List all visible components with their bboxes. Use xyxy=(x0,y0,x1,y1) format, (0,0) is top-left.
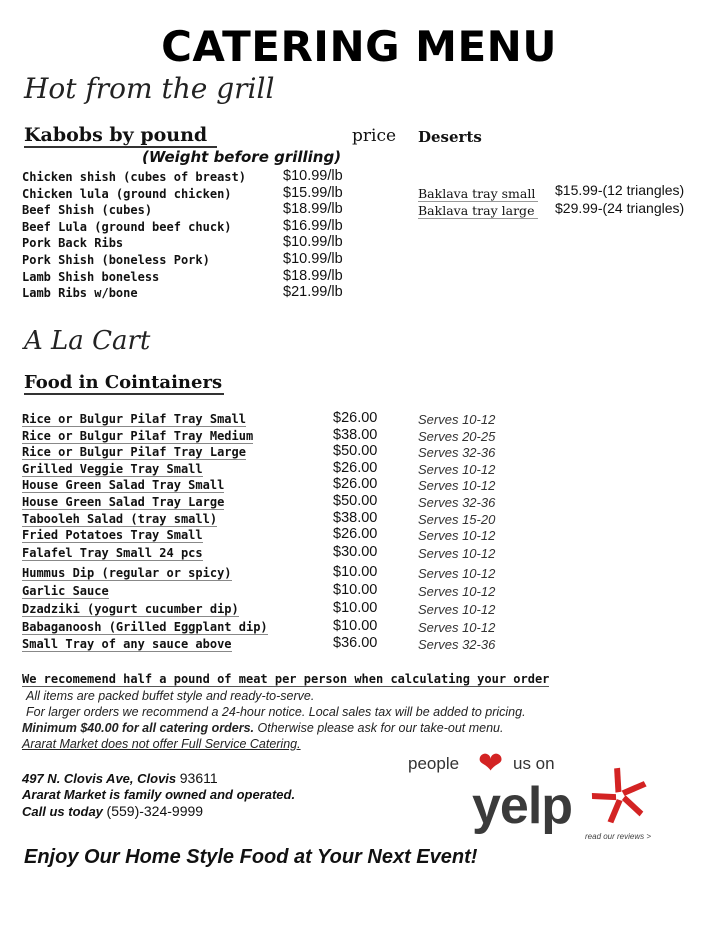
container-item-price: $36.00 xyxy=(333,635,378,651)
container-item-price: $10.00 xyxy=(333,600,378,616)
kabob-item-name: Chicken lula (ground chicken) xyxy=(22,186,232,201)
container-item-price: $26.00 xyxy=(333,410,378,426)
yelp-reviews-text: read our reviews > xyxy=(585,832,652,841)
kabob-row xyxy=(0,236,718,253)
container-item-name: Small Tray of any sauce above xyxy=(22,637,232,651)
section-script-a-la-cart: A La Cart xyxy=(24,326,151,356)
call-line xyxy=(22,803,203,819)
container-item-serves: Serves 10-12 xyxy=(418,478,496,493)
kabob-item-price: $18.99/lb xyxy=(283,267,343,284)
kabob-item-name: Pork Back Ribs xyxy=(22,236,124,251)
container-row xyxy=(0,637,718,654)
container-item-name: Hummus Dip (regular or spicy) xyxy=(22,566,232,580)
yelp-logo-wordmark: yelp xyxy=(472,777,573,835)
container-item-serves: Serves 10-12 xyxy=(418,462,496,477)
call-label: Call us today xyxy=(22,804,103,819)
packed-note: All items are packed buffet style and ready-to-serve. xyxy=(26,689,315,703)
container-item-serves: Serves 10-12 xyxy=(418,546,496,561)
larger-orders-note: For larger orders we recommend a 24-hour notice. Local sales tax will be added to pricing. xyxy=(26,705,526,719)
kabob-item-name: Chicken shish (cubes of breast) xyxy=(22,170,246,184)
address-zip: 93611 xyxy=(179,770,218,786)
desert-item-price: $15.99-(12 triangles) xyxy=(555,182,685,198)
kabob-item-name: Beef Shish (cubes) xyxy=(22,203,153,218)
container-item-price: $26.00 xyxy=(333,526,378,542)
container-item-price: $10.00 xyxy=(333,564,378,580)
container-item-name: House Green Salad Tray Small xyxy=(22,478,225,492)
container-item-price: $10.00 xyxy=(333,618,378,634)
recommendation-note: We recomemend half a pound of meat per person when calculating your order xyxy=(22,672,550,686)
container-item-name: Rice or Bulgur Pilaf Tray Medium xyxy=(22,429,254,443)
container-item-serves: Serves 10-12 xyxy=(418,528,496,543)
kabob-row xyxy=(0,286,718,303)
kabob-row xyxy=(0,267,718,287)
containers-heading: Food in Cointainers xyxy=(24,372,223,393)
container-item-price: $38.00 xyxy=(333,510,378,526)
kabob-item-name: Lamb Ribs w/bone xyxy=(22,286,138,301)
container-item-serves: Serves 32-36 xyxy=(418,637,496,652)
container-item-serves: Serves 15-20 xyxy=(418,512,496,527)
family-owned-line: Ararat Market is family owned and operated. xyxy=(22,787,296,802)
container-item-serves: Serves 20-25 xyxy=(418,429,496,444)
kabob-item-name: Lamb Shish boneless xyxy=(22,269,160,284)
minimum-order-note xyxy=(22,721,503,735)
desert-item-name: Baklava tray small xyxy=(418,186,538,202)
container-row xyxy=(0,546,718,563)
yelp-people-text: people xyxy=(408,754,460,773)
container-item-name: Rice or Bulgur Pilaf Tray Large xyxy=(22,445,246,459)
container-item-price: $26.00 xyxy=(333,476,378,492)
address-street: 497 N. Clovis Ave, Clovis xyxy=(22,771,177,786)
phone-number: (559)-324-9999 xyxy=(106,803,204,819)
container-item-serves: Serves 10-12 xyxy=(418,602,496,617)
kabob-item-price: $15.99/lb xyxy=(283,184,343,201)
container-item-name: Falafel Tray Small 24 pcs xyxy=(22,546,203,560)
container-item-serves: Serves 32-36 xyxy=(418,495,496,510)
container-item-name: Grilled Veggie Tray Small xyxy=(22,462,203,476)
deserts-heading: Deserts xyxy=(418,128,482,146)
container-item-serves: Serves 10-12 xyxy=(418,566,496,581)
kabob-row xyxy=(0,217,718,237)
container-item-serves: Serves 10-12 xyxy=(418,620,496,635)
container-item-name: Fried Potatoes Tray Small xyxy=(22,528,203,542)
container-item-serves: Serves 10-12 xyxy=(418,412,496,427)
container-item-name: Rice or Bulgur Pilaf Tray Small xyxy=(22,412,246,426)
kabob-row xyxy=(0,253,718,270)
container-row xyxy=(0,584,718,601)
yelp-burst-icon xyxy=(588,764,652,832)
container-item-name: Babaganoosh (Grilled Eggplant dip) xyxy=(22,620,268,634)
container-item-name: Tabooleh Salad (tray small) xyxy=(22,512,218,526)
heart-icon: ❤ xyxy=(478,746,504,781)
kabob-item-price: $10.99/lb xyxy=(283,234,343,251)
kabob-item-price: $18.99/lb xyxy=(283,201,343,218)
price-column-header: price xyxy=(352,126,397,146)
container-item-price: $26.00 xyxy=(333,460,378,476)
minimum-order-bold: Minimum $40.00 for all catering orders. xyxy=(22,721,255,735)
kabob-item-name: Pork Shish (boneless Pork) xyxy=(22,253,210,267)
container-item-name: Garlic Sauce xyxy=(22,584,109,598)
page-title: CATERING MENU xyxy=(161,22,557,71)
container-item-name: House Green Salad Tray Large xyxy=(22,495,225,509)
kabob-item-name: Beef Lula (ground beef chuck) xyxy=(22,219,232,234)
no-full-service-note: Ararat Market does not offer Full Service Catering. xyxy=(22,737,301,751)
desert-item-price: $29.99-(24 triangles) xyxy=(555,200,685,216)
desert-item-name: Baklava tray large xyxy=(418,203,538,219)
minimum-order-rest: Otherwise please ask for our take-out menu. xyxy=(254,721,504,735)
container-item-price: $30.00 xyxy=(333,544,378,560)
container-row xyxy=(0,566,718,583)
container-row xyxy=(0,602,718,619)
container-item-name: Dzadziki (yogurt cucumber dip) xyxy=(22,602,239,616)
container-item-price: $10.00 xyxy=(333,582,378,598)
footer-tagline: Enjoy Our Home Style Food at Your Next Event! xyxy=(24,846,478,868)
kabob-item-price: $21.99/lb xyxy=(283,284,343,301)
kabob-item-price: $10.99/lb xyxy=(283,251,343,267)
container-item-price: $50.00 xyxy=(333,443,378,459)
container-item-serves: Serves 32-36 xyxy=(418,445,496,460)
section-script-hot-from-grill: Hot from the grill xyxy=(24,72,275,105)
kabob-item-price: $10.99/lb xyxy=(283,168,343,184)
container-row xyxy=(0,528,718,545)
container-item-price: $50.00 xyxy=(333,493,378,509)
container-item-price: $38.00 xyxy=(333,427,378,443)
kabob-item-price: $16.99/lb xyxy=(283,217,343,234)
weight-note: (Weight before grilling) xyxy=(142,148,342,166)
address-line xyxy=(22,770,218,786)
yelp-us-on-text: us on xyxy=(513,754,555,773)
kabobs-heading: Kabobs by pound xyxy=(24,124,217,148)
container-item-serves: Serves 10-12 xyxy=(418,584,496,599)
